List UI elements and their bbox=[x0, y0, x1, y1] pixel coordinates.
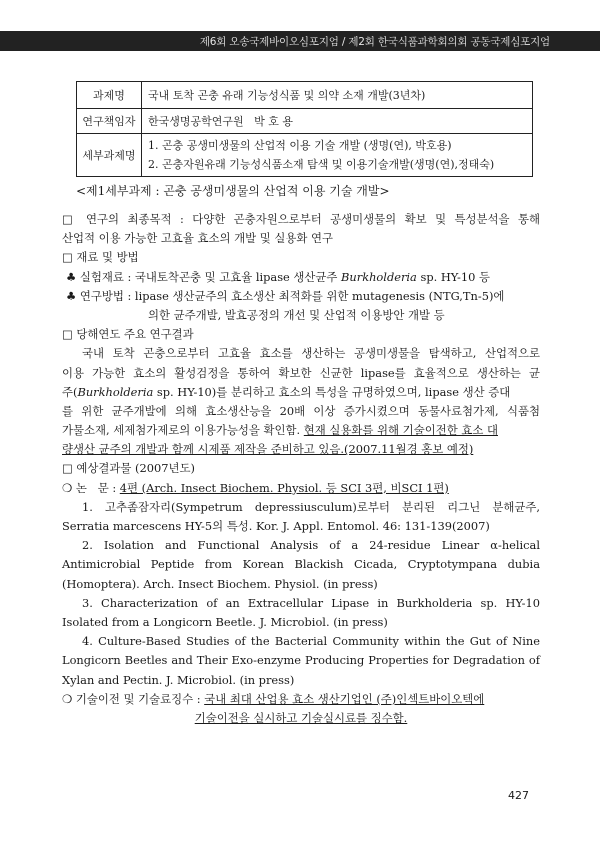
paper-2-line-1: 2. Isolation and Functional Analysis of a 24-residue Linear α-helical bbox=[82, 538, 540, 553]
results-line-5 bbox=[62, 421, 540, 440]
detail-row bbox=[77, 134, 533, 177]
detail-item-1: 1. 곤충 공생미생물의 산업적 이용 기술 개발 (생명(연), 박호용) bbox=[148, 139, 452, 152]
method-line-1: ♣ 연구방법 : lipase 생산균주의 효소생산 최적화를 위한 mutagenesis (NTG,Tn-5)에 bbox=[66, 288, 505, 303]
materials-heading: □ 재료 및 방법 bbox=[62, 250, 139, 265]
results-line-1: 국내 토착 곤충으로부터 고효율 효소를 생산하는 공생미생물을 탐색하고, 산업적으로 bbox=[82, 346, 540, 361]
task-label: 과제명 bbox=[77, 82, 142, 109]
paper-3-line-1: 3. Characterization of an Extracellular Lipase in Burkholderia sp. HY-10 bbox=[82, 595, 540, 610]
paper-3-line-2: Isolated from a Longicorn Beetle. J. Microbiol. (in press) bbox=[62, 614, 388, 629]
institution-row bbox=[77, 109, 533, 134]
results-line-3-genus: Burkholderia bbox=[77, 384, 154, 399]
detail-label: 세부과제명 bbox=[77, 134, 142, 177]
goal-line-1: □ 연구의 최종목적 : 다양한 곤충자원으로부터 공생미생물의 확보 및 특성분석을 통해 bbox=[62, 212, 540, 226]
paper-4-line-3: Xylan and Pectin. J. Microbiol. (in press) bbox=[62, 672, 295, 687]
results-line-5-plain: 가물소재, 세제첨가제로의 이용가능성을 확인함. bbox=[62, 423, 304, 438]
tech-transfer-prefix: ❍ 기술이전 및 기술료징수 : bbox=[62, 691, 205, 706]
institution-label: 연구책임자 bbox=[77, 109, 142, 134]
method-line-2: 의한 균주개발, 발효공정의 개선 및 산업적 이용방안 개발 등 bbox=[148, 307, 445, 322]
detail-item-2: 2. 곤충자원유래 기능성식품소재 탐색 및 이용기술개발(생명(연),정태숙) bbox=[148, 158, 495, 171]
outcomes-heading: □ 예상결과물 (2007년도) bbox=[62, 461, 195, 476]
task-value: 국내 토착 곤충 유래 기능성식품 및 의약 소재 개발(3년차) bbox=[142, 82, 533, 109]
header-title: 제6회 오송국제바이오심포지엄 / 제2회 한국식품과학회의회 공동국제심포지엄 bbox=[199, 36, 550, 48]
papers-summary: 4편 (Arch. Insect Biochem. Physiol. 등 SCI 3편, 비SCI 1편) bbox=[119, 480, 449, 495]
body-text bbox=[62, 210, 540, 728]
paper-1-line-2: Serratia marcescens HY-5의 특성. Kor. J. Appl. Entomol. 46: 131-139(2007) bbox=[62, 519, 490, 533]
paper-4-line-2: Longicorn Beetles and Their Exo-enzyme Producing Properties for Degradation of bbox=[62, 653, 540, 668]
results-heading: □ 당해연도 주요 연구결과 bbox=[62, 327, 194, 342]
papers-line bbox=[62, 479, 540, 498]
papers-prefix: ❍ 논 문 : bbox=[62, 480, 120, 495]
subtask-title: <제1세부과제 : 곤충 공생미생물의 산업적 이용 기술 개발> bbox=[76, 184, 390, 198]
institution-value: 한국생명공학연구원 박 호 용 bbox=[142, 109, 533, 134]
goal-line-2: 산업적 이용 가능한 고효율 효소의 개발 및 실용화 연구 bbox=[62, 231, 334, 246]
material-genus: Burkholderia bbox=[341, 269, 417, 284]
results-line-6: 량생산 균주의 개발과 함께 시제품 제작을 준비하고 있음.(2007.11월경 홍보 예정) bbox=[62, 442, 474, 457]
task-row bbox=[77, 82, 533, 109]
tech-transfer-line-2 bbox=[62, 709, 540, 728]
results-line-2: 이용 가능한 효소의 활성검정을 통하여 확보한 신균한 lipase를 효율적으로 생산하는 균 bbox=[62, 365, 540, 380]
paper-2-line-3: (Homoptera). Arch. Insect Biochem. Physiol. (in press) bbox=[62, 576, 378, 591]
tech-transfer-text-1: 국내 최대 산업용 효소 생산기업인 (주)인섹트바이오텍에 bbox=[204, 691, 485, 706]
page-header-bar bbox=[0, 31, 600, 51]
tech-transfer-line-1 bbox=[62, 690, 540, 709]
results-line-4: 를 위한 균주개발에 의해 효소생산능을 20배 이상 증가시켰으며 동물사료첨가제, 식품첨 bbox=[62, 403, 540, 418]
material-line bbox=[62, 268, 540, 287]
detail-value bbox=[142, 134, 533, 177]
material-prefix: ♣ 실험재료 : 국내토착곤충 및 고효율 lipase 생산균주 bbox=[66, 269, 342, 284]
results-line-3-prefix: 주( bbox=[62, 384, 78, 399]
paper-1-line-1: 1. 고추좀잠자리(Sympetrum depressiusculum)로부터 분리된 리그닌 분해균주, bbox=[82, 499, 540, 514]
tech-transfer-text-2: 기술이전을 실시하고 기술실시료를 징수함. bbox=[194, 710, 408, 725]
results-line-3 bbox=[62, 383, 540, 402]
project-info-table bbox=[76, 81, 533, 177]
paper-4-line-1: 4. Culture-Based Studies of the Bacterial Community within the Gut of Nine bbox=[82, 634, 540, 649]
material-suffix: sp. HY-10 등 bbox=[416, 269, 491, 284]
paper-2-line-2: Antimicrobial Peptide from Korean Blackish Cicada, Cryptotympana dubia bbox=[62, 557, 540, 572]
results-line-3-suffix: sp. HY-10)를 분리하고 효소의 특성을 규명하였으며, lipase 생산 증대 bbox=[153, 384, 511, 399]
results-line-5-underlined: 현재 실용화를 위해 기술이전한 효소 대 bbox=[303, 423, 498, 438]
page-number: 427 bbox=[508, 789, 529, 802]
